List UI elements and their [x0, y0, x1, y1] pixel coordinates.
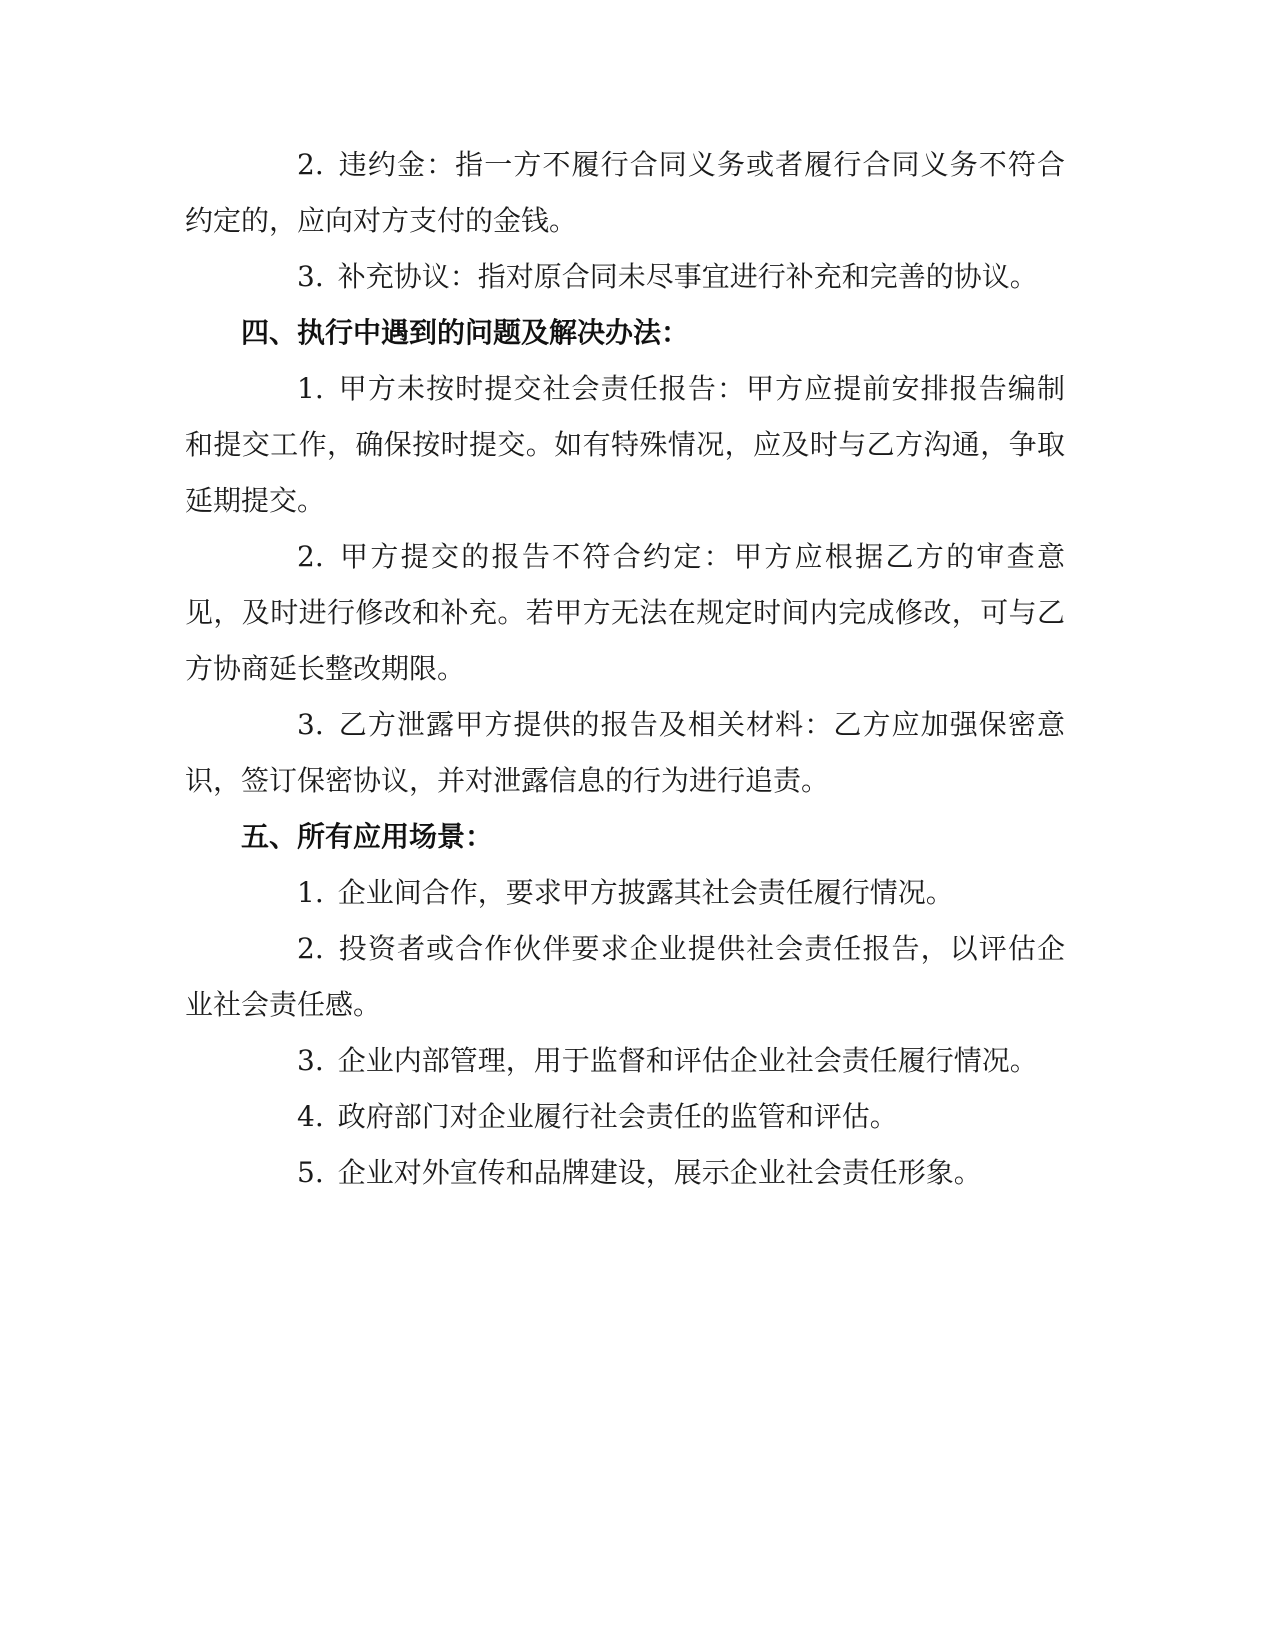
- scenario-item: [185, 1145, 1065, 1201]
- section-heading-scenarios: 五、所有应用场景：: [241, 820, 494, 853]
- scenario-item: [185, 1033, 1065, 1089]
- item-number: 2.: [297, 932, 324, 965]
- item-text: 乙方泄露甲方提供的报告及相关材料：乙方应加强保密意识，签订保密协议，并对泄露信息的行为进行追责。: [185, 708, 1065, 797]
- item-number: 1.: [297, 372, 324, 405]
- problem-item: [185, 361, 1065, 529]
- item-number: 3.: [297, 1044, 324, 1077]
- definition-item: [185, 249, 1065, 305]
- item-text: 甲方未按时提交社会责任报告：甲方应提前安排报告编制和提交工作，确保按时提交。如有特殊情况，应及时与乙方沟通，争取延期提交。: [185, 372, 1065, 517]
- item-number: 1.: [297, 876, 324, 909]
- scenario-item: [185, 921, 1065, 1033]
- problem-item: [185, 529, 1065, 697]
- item-text: 补充协议：指对原合同未尽事宜进行补充和完善的协议。: [337, 260, 1038, 293]
- item-number: 4.: [297, 1100, 324, 1133]
- scenario-item: [185, 865, 1065, 921]
- item-text: 企业内部管理，用于监督和评估企业社会责任履行情况。: [337, 1044, 1038, 1077]
- item-number: 2.: [297, 540, 324, 573]
- document-body: [185, 137, 1065, 1201]
- problem-item: [185, 697, 1065, 809]
- section-heading-problems: 四、执行中遇到的问题及解决办法：: [241, 316, 690, 349]
- item-text: 政府部门对企业履行社会责任的监管和评估。: [337, 1100, 898, 1133]
- definition-item: [185, 137, 1065, 249]
- item-number: 2.: [297, 148, 324, 181]
- item-number: 5.: [297, 1156, 324, 1189]
- item-number: 3.: [297, 260, 324, 293]
- item-text: 投资者或合作伙伴要求企业提供社会责任报告，以评估企业社会责任感。: [185, 932, 1065, 1021]
- item-text: 甲方提交的报告不符合约定：甲方应根据乙方的审查意见，及时进行修改和补充。若甲方无法在规定时间内完成修改，可与乙方协商延长整改期限。: [185, 540, 1065, 685]
- item-text: 企业间合作，要求甲方披露其社会责任履行情况。: [337, 876, 954, 909]
- item-text: 企业对外宣传和品牌建设，展示企业社会责任形象。: [337, 1156, 982, 1189]
- item-text: 违约金：指一方不履行合同义务或者履行合同义务不符合约定的，应向对方支付的金钱。: [185, 148, 1065, 237]
- item-number: 3.: [297, 708, 324, 741]
- scenario-item: [185, 1089, 1065, 1145]
